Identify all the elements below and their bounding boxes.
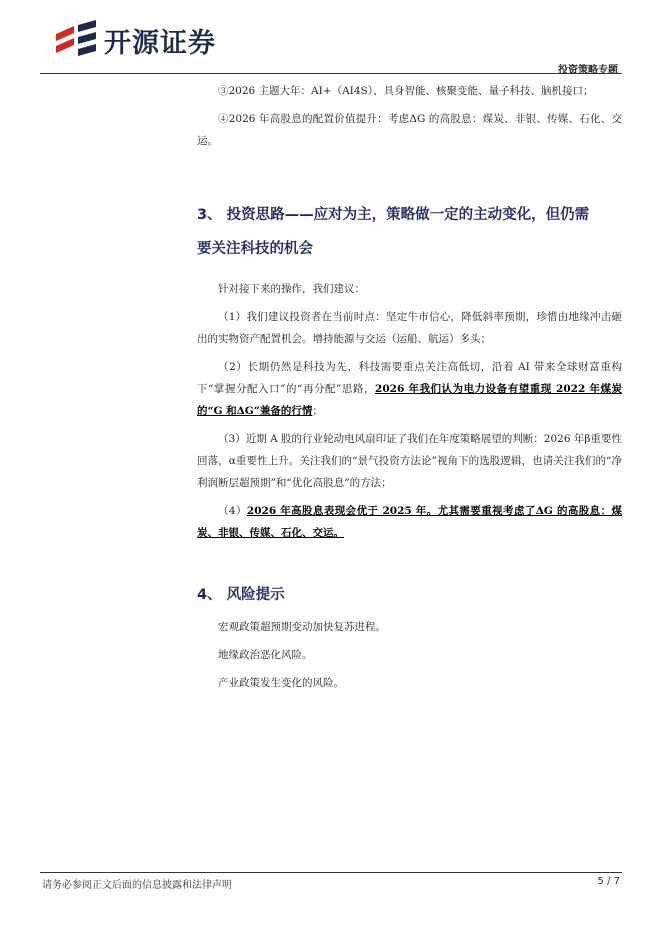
- paragraph-4-highlight: 2026 年高股息表现会优于 2025 年。尤其需要重视考虑了ΔG 的高股息：煤炭、非银、传媒、石化、交运。: [197, 505, 622, 539]
- brand-logo-icon: [54, 20, 98, 60]
- item-4: ④2026 年高股息的配置价值提升：考虑ΔG 的高股息：煤炭、非银、传媒、石化、交运。: [197, 113, 622, 147]
- page-number: 5 / 7: [597, 876, 620, 887]
- brand-name: 开源证券: [104, 27, 216, 59]
- risk-item: 产业政策发生变化的风险。: [218, 677, 344, 689]
- paragraph-4-text: （4）: [218, 505, 247, 517]
- section-3-heading-line1: 3、 投资思路——应对为主，策略做一定的主动变化，但仍需: [197, 207, 590, 223]
- paragraph-2-text: （2）长期仍然是科技为先，科技需要重点关注高低切，沿着 AI 带来全球财富重构下“掌握分配入口”的“再分配”思路，: [197, 361, 622, 395]
- paragraph-2-highlight: 2026 年我们认为电力设备有望重现 2022 年煤炭的“G 和ΔG”兼备的行情: [197, 383, 622, 417]
- brand-logo: [54, 20, 216, 60]
- item-3: ③2026 主题大年：AI+（AI4S）、具身智能、核聚变能、量子科技、脑机接口；: [218, 85, 594, 97]
- footer-disclaimer: 请务必参阅正文后面的信息披露和法律声明: [42, 880, 232, 891]
- section-3-heading-line2: 要关注科技的机会: [197, 241, 313, 257]
- section-3-intro: 针对接下来的操作，我们建议：: [218, 283, 365, 295]
- document-type: 投资策略专题: [558, 65, 618, 76]
- footer-divider: [40, 872, 622, 873]
- risk-item: 宏观政策超预期变动加快复苏进程。: [218, 621, 386, 633]
- paragraph-1: （1）我们建议投资者在当前时点：坚定牛市信心，降低斜率预期，珍惜由地缘冲击砸出的实物资产配置机会。增持能源与交运（运船、航运）多头；: [197, 311, 622, 345]
- paragraph-3: （3）近期 A 股的行业轮动电风扇印证了我们在年度策略展望的判断：2026 年β重要性回落，α重要性上升。关注我们的“景气投资方法论”视角下的选股逻辑，也请关注我们的“净利润断层超预期”和“优化高股息”的方法；: [197, 433, 622, 489]
- paragraph-2: [197, 356, 622, 422]
- header-divider: [40, 73, 622, 74]
- risk-item: 地缘政治恶化风险。: [218, 649, 313, 661]
- paragraph-2-end: ；: [312, 405, 323, 417]
- section-4-heading: 4、 风险提示: [197, 587, 285, 603]
- main-content: [197, 80, 622, 694]
- paragraph-4: [197, 500, 622, 544]
